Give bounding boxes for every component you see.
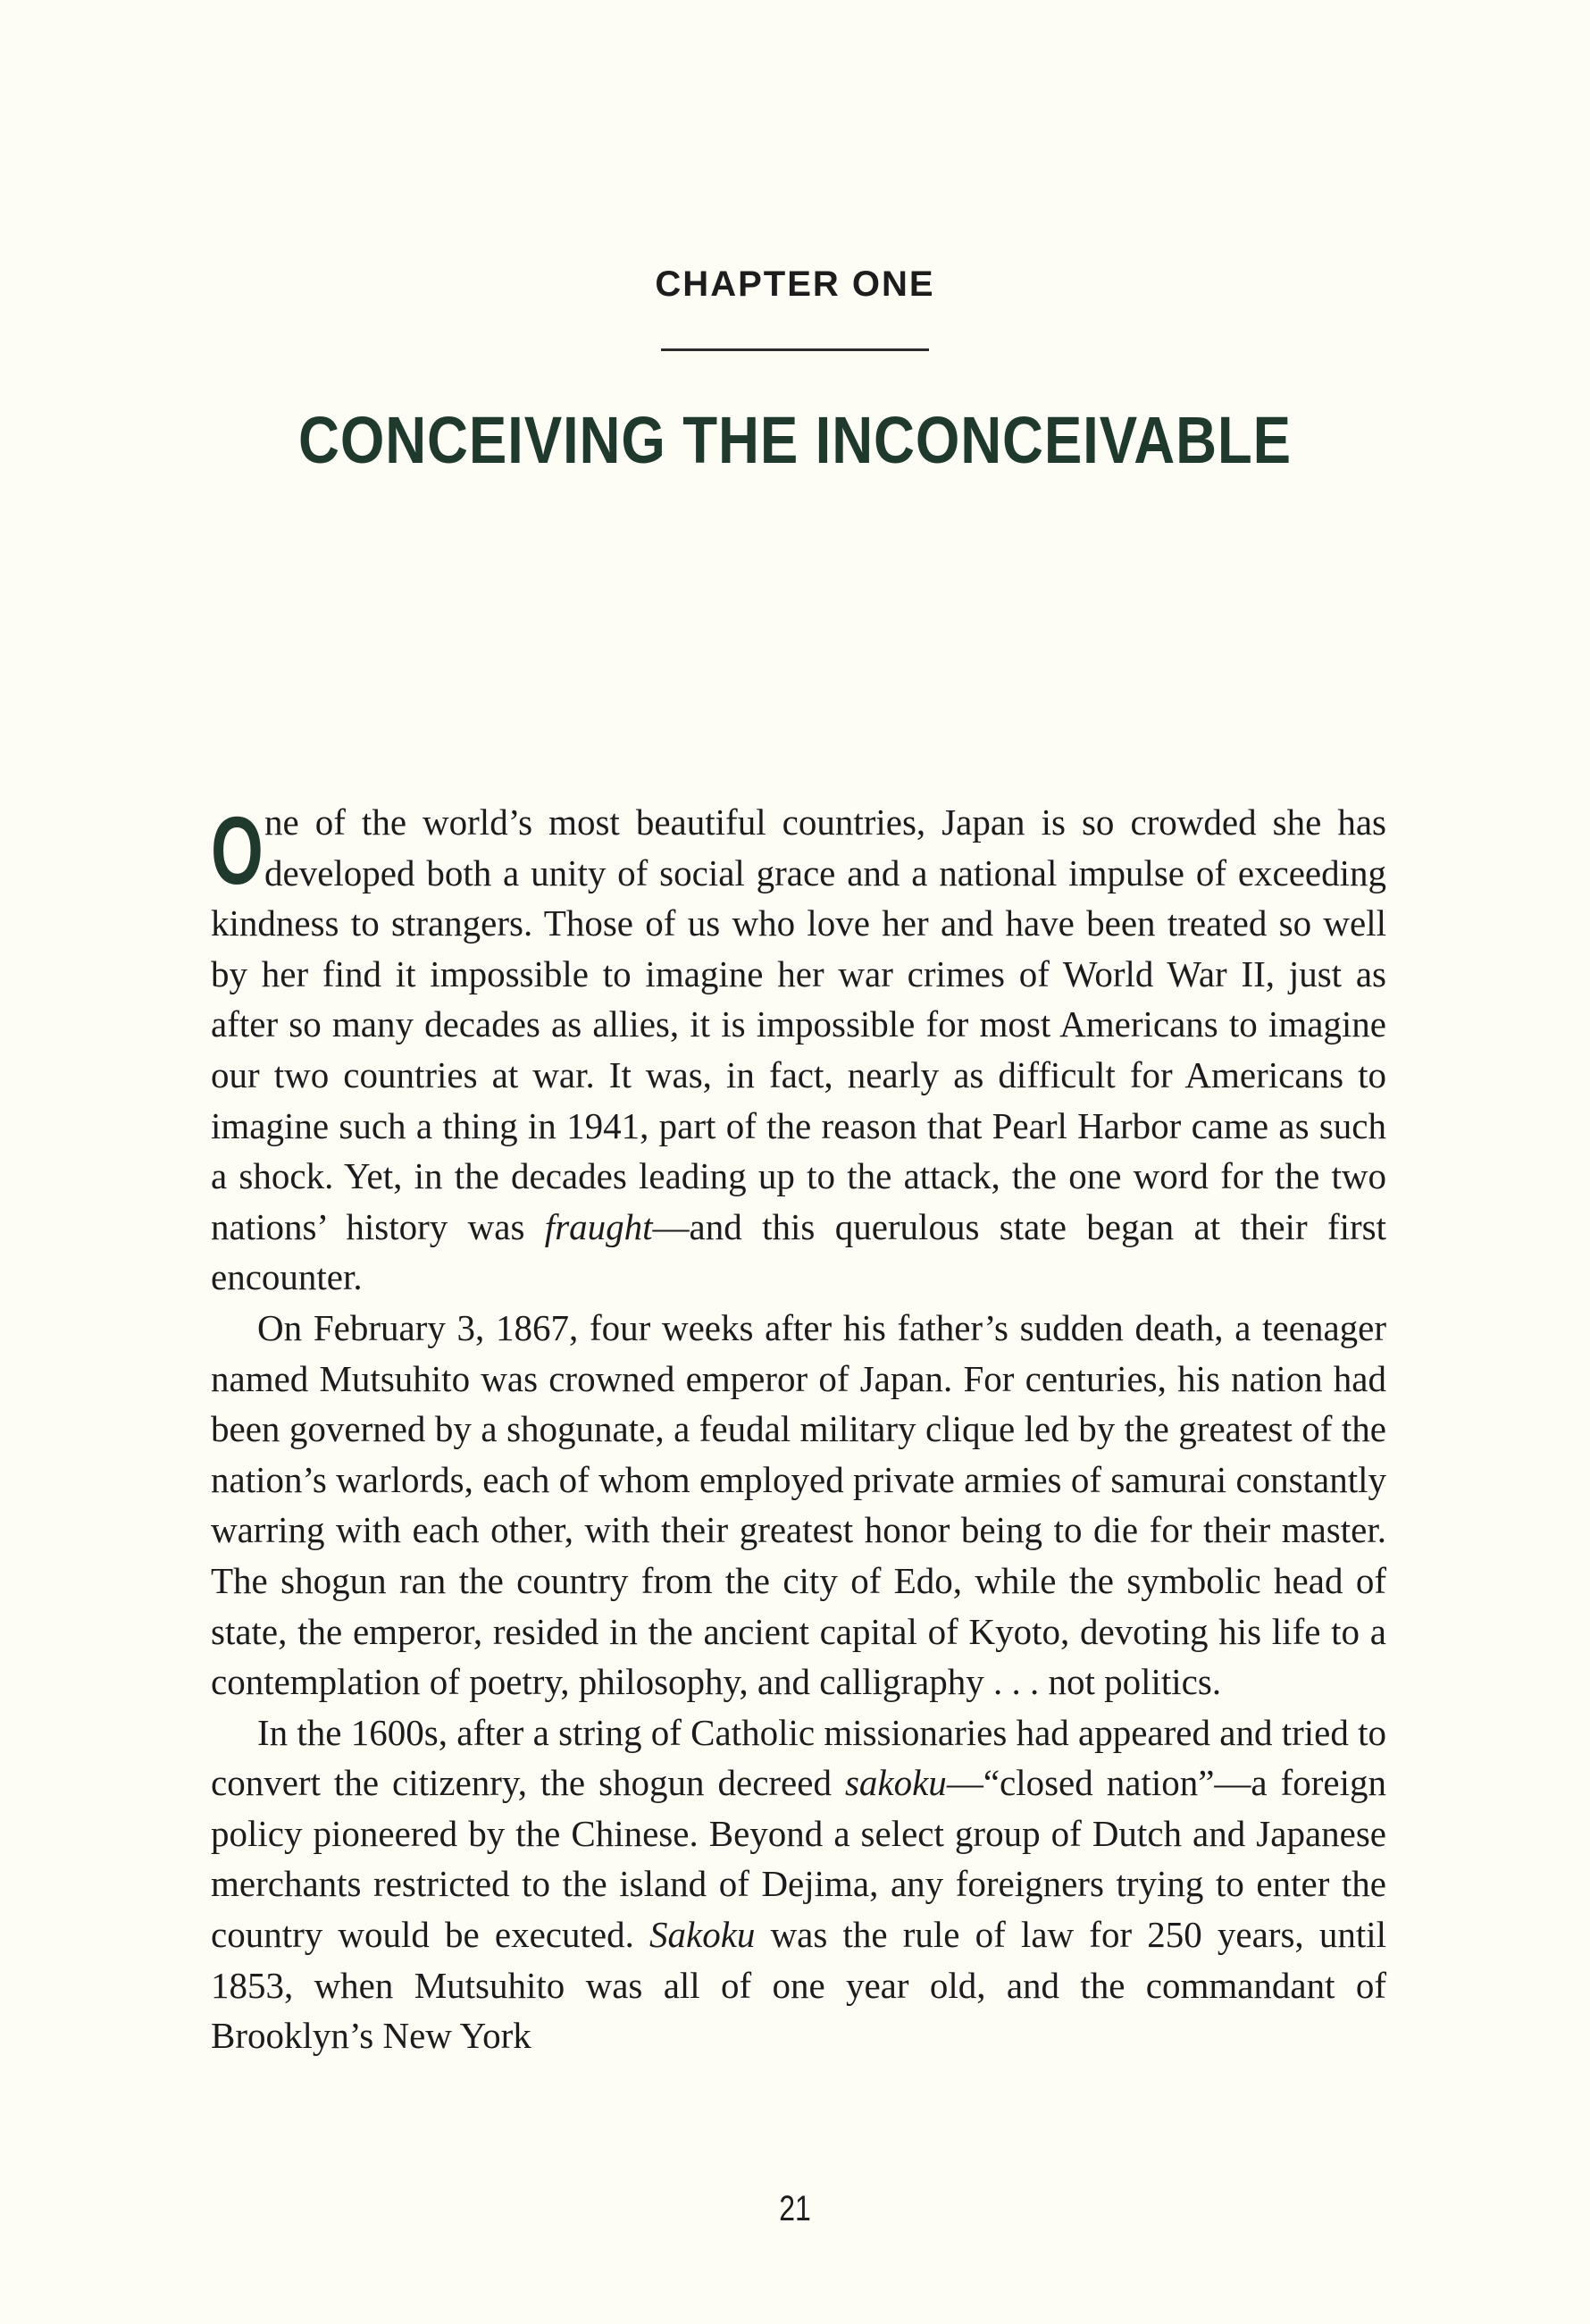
chapter-divider	[661, 348, 929, 351]
paragraph-1	[211, 797, 1386, 1303]
paragraph-2: On February 3, 1867, four weeks after his father’s sudden death, a teenager named Mutsuhito was crowned emperor of Japan. For centuries, his nation had been governed by a shogunate, a feudal military clique led by the greatest of the nation’s warlords, each of whom employed private armies of samurai constantly warring with each other, with their greatest honor being to die for their master. The shogun ran the country from the city of Edo, while the symbolic head of state, the emperor, resided in the ancient capital of Kyoto, devoting his life to a contemplation of poetry, philosophy, and calligraphy . . . not politics.	[211, 1306, 1386, 1703]
chapter-title: CONCEIVING THE INCONCEIVABLE	[298, 403, 1292, 477]
paragraph-3-text-c: was the rule of law for 250 years, until 1853, when Mutsuhito was all of one year old, and the commandant of Brooklyn’s New York	[211, 1914, 1386, 2057]
paragraph-3-text-a: In the 1600s, after a string of Catholic missionaries had appeared and tried to convert the citizenry, the shogun decreed	[211, 1711, 1386, 1804]
paragraph-1-text-b: —and this querulous state began at their first encounter.	[211, 1205, 1387, 1298]
paragraph-1-emphasis: fraught	[544, 1205, 653, 1247]
paragraph-3-emphasis-a: sakoku	[844, 1762, 947, 1804]
chapter-label: CHAPTER ONE	[655, 264, 935, 304]
paragraph-3	[211, 1707, 1386, 2061]
paragraph-3-emphasis-b: Sakoku	[649, 1914, 756, 1956]
paragraph-1-text-a: ne of the world’s most beautiful countries, Japan is so crowded she has developed both a unity of social grace and a national impulse of exceeding kindness to strangers. Those of us who love her and have been treated so well by her find it impossible to imagine her war crimes of World War II, just as after so many decades as allies, it is impossible for most Americans to imagine our two countries at war. It was, in fact, nearly as difficult for Americans to imagine such a thing in 1941, part of the reason that Pearl Harbor came as such a shock. Yet, in the decades leading up to the attack, the one word for the two nations’ history was	[211, 801, 1386, 1247]
page-number: 21	[779, 2189, 811, 2228]
paragraph-3-text-b: —“closed nation”—a foreign policy pioneered by the Chinese. Beyond a select group of Dutch and Japanese merchants restricted to the island of Dejima, any foreigners trying to enter the country would be executed.	[211, 1762, 1386, 1956]
body-text	[211, 797, 1386, 2061]
drop-cap: O	[211, 796, 264, 904]
